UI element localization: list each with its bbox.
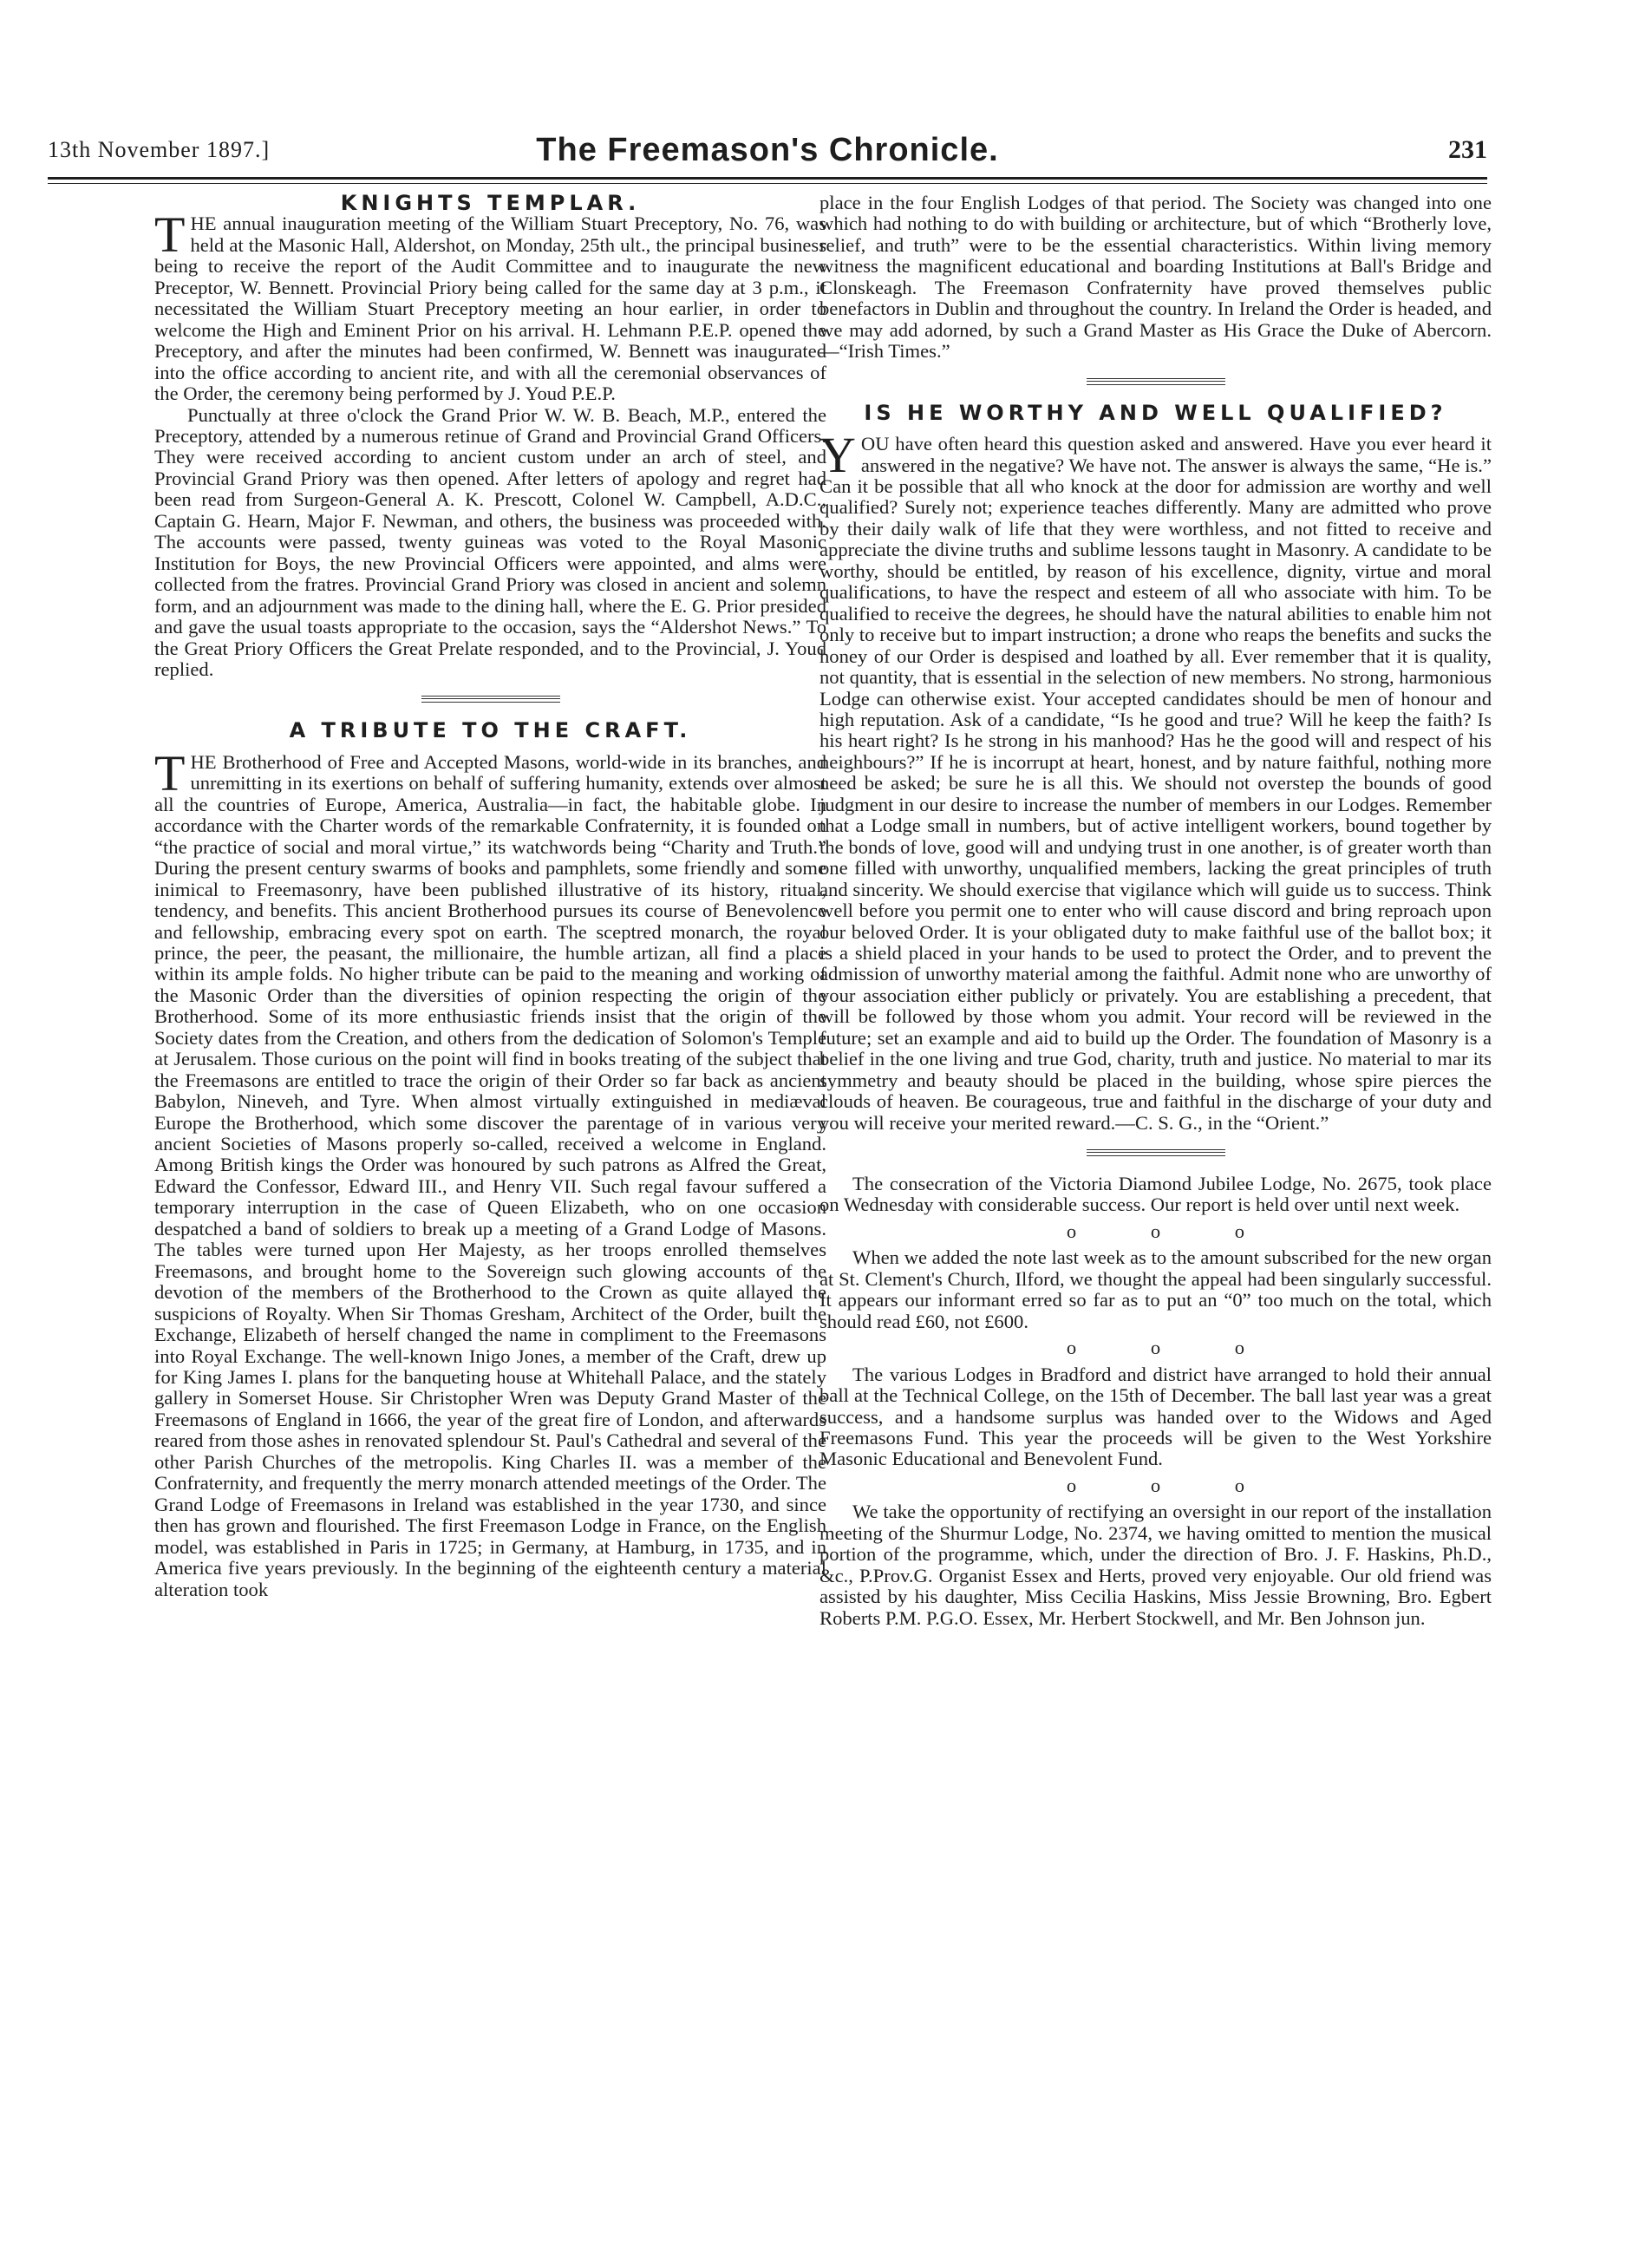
note-organ: When we added the note last week as to the amount subscribed for the new organ at St. Clement's Church, Ilford, we thought the appeal had been singularly successful. It appears our informant erred so far as to put an “0” too much on the total, which should read £60, not £600. bbox=[819, 1246, 1492, 1332]
page-header bbox=[48, 132, 1487, 177]
section-divider bbox=[421, 696, 560, 703]
masthead-title: The Freemason's Chronicle. bbox=[536, 132, 999, 168]
tribute-continued: place in the four English Lodges of that period. The Society was changed into one which had nothing to do with building or architecture, but of which “Brotherly love, relief, and truth” were to be the essential characteristics. Within living memory witness the magnificent educational and boarding Institutions at Ball's Bridge and Clonskeagh. The Freemason Confraternity have proved themselves public benefactors in Dublin and throughout the country. In Ireland the Order is headed, and we may add adorned, by such a Grand Master as His Grace the Duke of Abercorn.—“Irish Times.” bbox=[819, 192, 1492, 363]
paragraph-text: OU have often heard this question asked and answered. Have you ever heard it answered in the negative? We have not. The answer is always the same, “He is.” Can it be possible that all who knock at the door for admission are worthy and well qualified? Surely not; experience teaches differently. Many are admitted who prove by their daily walk of life that they were worthless, and not fitted to receive and appreciate the divine truths and sublime lessons taught in Masonry. A candidate to be worthy, should be entitled, by reason of his excellence, dignity, virtue and moral qualifications, to have the respect and esteem of all who associate with him. To be qualified to receive the degrees, he should have the natural abilities to enable him not only to receive but to impart instruction; a drone who reaps the benefits and sucks the honey of our Order is despised and loathed by all. Ever remember that it is quality, not quantity, that is essential in the selection of new members. No strong, harmonious Lodge can otherwise exist. Your accepted candidates should be men of honour and high reputation. Ask of a candidate, “Is he good and true? Will he keep the faith? Is his heart right? Is he strong in his manhood? Has he the good will and respect of his neighbours?” If he is incorrupt at heart, honest, and by nature faithful, nothing more need be asked; be sure he is all this. We should not overstep the bounds of good judgment in our desire to increase the number of members in our Lodges. Remember that a Lodge small in numbers, but of active intelligent workers, bound together by the bonds of love, good will and undying trust in one another, is of greater worth than one filled with unworthy, unqualified members, lacking the great principles of truth and sincerity. We should exercise that vigilance which will guide us to success. Think well before you permit one to enter who will cause discord and bring reproach upon our beloved Order. It is your obligated duty to make faithful use of the ballot box; it is a shield placed in your hands to be used to protect the Order, and to prevent the admission of unworthy material among the faithful. Admit none who are unworthy of your association either publicly or privately. You are establishing a precedent, that will be followed by those whom you admit. Your record will be reviewed in the future; set an example and aid to build up the Order. The foundation of Masonry is a belief in the one living and true God, charity, truth and justice. No material to mar its symmetry and beauty should be placed in the building, whose spire pierces the clouds of heaven. Be courageous, true and faithful in the discharge of your duty and you will receive your merited reward.—C. S. G., in the “Orient.” bbox=[819, 433, 1492, 1134]
worthy-paragraph-1 bbox=[819, 427, 1492, 1134]
paragraph-text: HE annual inauguration meeting of the William Stuart Preceptory, No. 76, was held at the Masonic Hall, Aldershot, on Monday, 25th ult., the principal business being to receive the report of the Audit Committee and to inaugurate the new Preceptor, W. Bennett. Provincial Priory being called for the same day at 3 p.m., it necessitated the William Stuart Preceptory meeting an hour earlier, in order to welcome the High and Eminent Prior on his arrival. H. Lehmann P.E.P. opened the Preceptory, and after the minutes had been confirmed, W. Bennett was inaugurated into the office according to ancient rite, and with all the ceremonial observances of the Order, the ceremony being performed by J. Youd P.E.P. bbox=[154, 213, 826, 405]
drop-cap: Y bbox=[819, 427, 856, 484]
note-shurmur-lodge: We take the opportunity of rectifying an oversight in our report of the installation meeting of the Shurmur Lodge, No. 2374, we having omitted to mention the musical portion of the programme, which, under the direction of Bro. J. F. Haskins, Ph.D., &c., P.Prov.G. Organist Essex and Herts, proved very enjoyable. Our old friend was assisted by his daughter, Miss Cecilia Haskins, Miss Jessie Browning, Bro. Egbert Roberts P.M. P.G.O. Essex, Mr. Herbert Stockwell, and Mr. Ben Johnson jun. bbox=[819, 1501, 1492, 1629]
note-consecration: The consecration of the Victoria Diamond Jubilee Lodge, No. 2675, took place on Wednesday with considerable success. Our report is held over until next week. bbox=[819, 1173, 1492, 1216]
note-bradford-ball: The various Lodges in Bradford and district have arranged to hold their annual ball at the Technical College, on the 15th of December. The ball last year was a great success, and a handsome surplus was handed over to the Widows and Aged Freemasons Fund. This year the proceeds will be given to the West Yorkshire Masonic Educational and Benevolent Fund. bbox=[819, 1363, 1492, 1470]
issue-date: 13th November 1897.] bbox=[48, 137, 271, 162]
worthy-title: IS HE WORTHY AND WELL QUALIFIED? bbox=[864, 400, 1447, 425]
knights-templar-title: KNIGHTS TEMPLAR. bbox=[340, 191, 641, 215]
page-number: 231 bbox=[1448, 135, 1487, 164]
left-column bbox=[154, 193, 826, 1600]
right-column bbox=[819, 193, 1492, 1629]
section-divider bbox=[1087, 378, 1225, 385]
note-separator: o o o bbox=[1066, 1474, 1280, 1496]
tribute-title: A TRIBUTE TO THE CRAFT. bbox=[289, 718, 692, 743]
drop-cap: T bbox=[154, 206, 186, 264]
tribute-paragraph-1 bbox=[154, 744, 826, 1600]
knights-templar-paragraph-2: Punctually at three o'clock the Grand Prior W. W. B. Beach, M.P., entered the Preceptory, attended by a numerous retinue of Grand and Provincial Grand Officers. They were received according to ancient custom under an arch of steel, and Provincial Grand Priory was then opened. After letters of apology and regret had been read from Surgeon-General A. K. Prescott, Colonel W. Campbell, A.D.C., Captain G. Hearn, Major F. Newman, and others, the business was proceeded with. The accounts were passed, twenty guineas was voted to the Royal Masonic Institution for Boys, the new Provincial Officers were appointed, and alms were collected from the fratres. Provincial Grand Priory was closed in ancient and solemn form, and an adjournment was made to the dining hall, where the E. G. Prior presided and gave the usual toasts appropriate to the occasion, says the “Aldershot News.” To the Great Priory Officers the Great Prelate responded, and to the Provincial, J. Youd replied. bbox=[154, 403, 826, 680]
drop-cap: T bbox=[154, 744, 186, 801]
note-separator: o o o bbox=[1066, 1337, 1280, 1359]
section-divider bbox=[1087, 1149, 1225, 1156]
knights-templar-paragraph-1 bbox=[154, 206, 826, 405]
paragraph-text: HE Brotherhood of Free and Accepted Masons, world-wide in its branches, and unremitting in its exertions on behalf of suffering humanity, extends over almost all the countries of Europe, America, Australia—in fact, the habitable globe. In accordance with the Charter words of the remarkable Confraternity, it is founded on “the practice of social and moral virtue,” its watchwords being “Charity and Truth.” During the present century swarms of books and pamphlets, some friendly and some inimical to Freemasonry, have been published illustrative of its history, ritual, tendency, and benefits. This ancient Brotherhood pursues its course of Benevolence and fellowship, embracing every spot on earth. The sceptred monarch, the royal prince, the peer, the peasant, the millionaire, the humble artizan, all find a place within its ample folds. No higher tribute can be paid to the meaning and working of the Masonic Order than the diversities of opinion respecting the origin of the Brotherhood. Some of its more enthusiastic friends insist that the origin of the Society dates from the Creation, and others from the dedication of Solomon's Temple at Jerusalem. Those curious on the point will find in books treating of the subject that the Freemasons are entitled to trace the origin of their Order so far back as ancient Babylon, Nineveh, and Tyre. When almost virtually extinguished in mediæval Europe the Brotherhood, which some discover the parentage of in various very ancient Societies of Masons properly so-called, received a welcome in England. Among British kings the Order was honoured by such patrons as Alfred the Great, Edward the Confessor, Edward III., and Henry VII. Such regal favour suffered a temporary interruption in the case of Queen Elizabeth, who on one occasion despatched a band of soldiers to break up a meeting of a Grand Lodge of Masons. The tables were turned upon Her Majesty, as her troops enrolled themselves Freemasons, and brought home to the Sovereign such glowing accounts of the devotion of the members of the Brotherhood to the Crown as quite allayed the suspicions of Royalty. When Sir Thomas Gresham, Architect of the Order, built the Exchange, Elizabeth of herself changed the name in compliment to the Freemasons into Royal Exchange. The well-known Inigo Jones, a member of the Craft, drew up for King James I. plans for the banqueting house at Whitehall Palace, and the stately gallery in Somerset House. Sir Christopher Wren was Deputy Grand Master of the Freemasons of England in 1666, the year of the great fire of London, and afterwards reared from those ashes in renovated splendour St. Paul's Cathedral and several of the other Parish Churches of the metropolis. King Charles II. was a member of the Confraternity, and frequently the merry monarch attended meetings of the Order. The Grand Lodge of Freemasons in Ireland was established in the year 1730, and since then has grown and flourished. The first Freemason Lodge in France, on the English model, was established in Paris in 1725; in Germany, at Hamburg, in 1735, and in America five years previously. In the beginning of the eighteenth century a material alteration took bbox=[154, 750, 826, 1600]
header-rule-thin bbox=[48, 183, 1487, 184]
header-rule bbox=[48, 177, 1487, 180]
note-separator: o o o bbox=[1066, 1220, 1280, 1242]
